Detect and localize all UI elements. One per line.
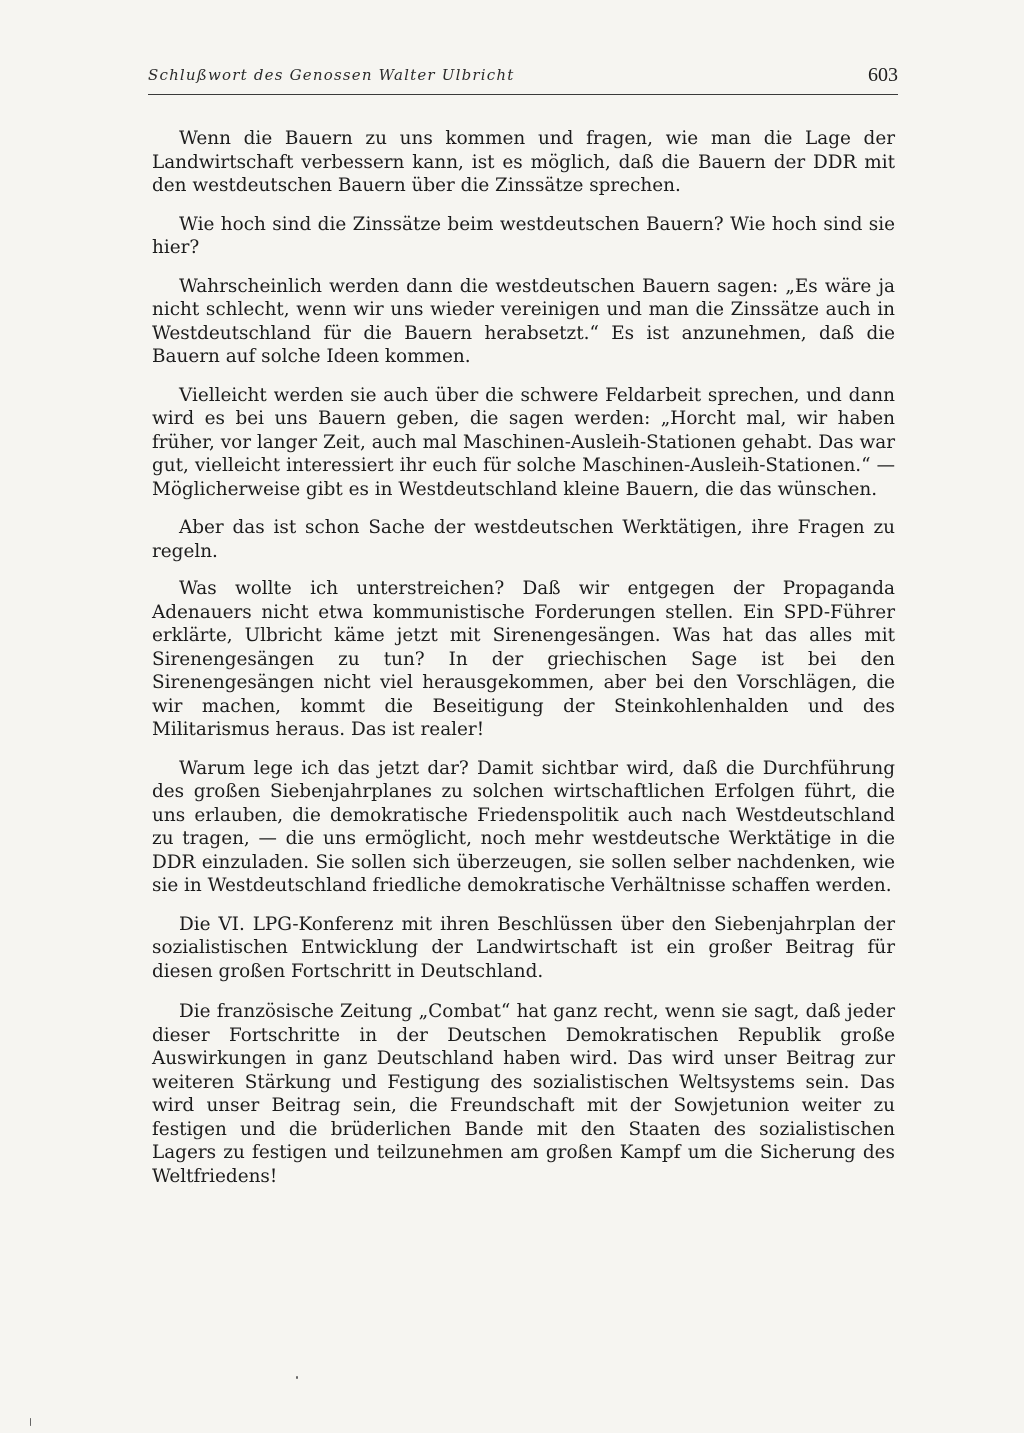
paragraph: Was wollte ich unterstreichen? Daß wir entgegen der Propaganda Adenauers nicht etwa kommunistische Forderungen stellen. Ein SPD-Führer erklärte, Ulbricht käme jetzt mit Sirenengesängen. Was hat das alles mit Sirenengesängen zu tun? In der griechischen Sage ist bei den Sirenengesängen nicht viel herausgekommen, aber bei den Vorschlägen, die wir machen, kommt die Beseitigung der Steinkohlenhalden und des Militarismus heraus. Das ist realer! — [152, 578, 895, 740]
page-number: 603 — [868, 64, 898, 86]
paragraph: Wie hoch sind die Zinssätze beim westdeutschen Bauern? Wie hoch sind sie hier? — [152, 213, 895, 258]
scan-speck — [30, 1418, 31, 1426]
paragraph: Warum lege ich das jetzt dar? Damit sichtbar wird, daß die Durchführung des großen Siebenjahrplanes zu solchen wirtschaftlichen Erfolgen führt, die uns erlauben, die demokratische Friedenspolitik auch nach Westdeutschland zu tragen, — die uns ermöglicht, noch mehr westdeutsche Werktätige in die DDR einzuladen. Sie sollen sich überzeugen, sie sollen selber nachdenken, wie sie in Westdeutschland friedliche demokratische Verhältnisse schaffen werden. — [152, 757, 895, 896]
running-head: Schlußwort des Genossen Walter Ulbricht — [148, 66, 515, 84]
paragraph: Wahrscheinlich werden dann die westdeutschen Bauern sagen: „Es wäre ja nicht schlecht, wenn wir uns wieder vereinigen und man die Zinssätze auch in Westdeutschland für die Bauern herabsetzt.“ Es ist anzunehmen, daß die Bauern auf solche Ideen kommen. — [152, 275, 895, 367]
paragraph: Aber das ist schon Sache der westdeutschen Werktätigen, ihre Fragen zu regeln. — [152, 517, 895, 562]
paragraph: Die VI. LPG-Konferenz mit ihren Beschlüssen über den Siebenjahrplan der sozialistischen Entwicklung der Landwirtschaft ist ein großer Beitrag für diesen großen Fortschritt in Deutschland. — [152, 913, 895, 982]
page-header — [148, 66, 898, 96]
body-text — [152, 127, 895, 1204]
scan-speck — [296, 1376, 298, 1379]
paragraph: Vielleicht werden sie auch über die schwere Feldarbeit sprechen, und dann wird es bei uns Bauern geben, die sagen werden: „Horcht mal, wir haben früher, vor langer Zeit, auch mal Maschinen-Ausleih-Stationen gehabt. Das war gut, vielleicht interessiert ihr euch für solche Maschinen-Ausleih-Stationen.“ — Möglicherweise gibt es in Westdeutschland kleine Bauern, die das wünschen. — [152, 384, 895, 500]
header-rule — [148, 94, 898, 95]
paragraph: Die französische Zeitung „Combat“ hat ganz recht, wenn sie sagt, daß jeder dieser Fortschritte in der Deutschen Demokratischen Republik große Auswirkungen in ganz Deutschland haben wird. Das wird unser Beitrag zur weiteren Stärkung und Festigung des sozialistischen Weltsystems sein. Das wird unser Beitrag sein, die Freundschaft mit der Sowjetunion weiter zu festigen und die brüderlichen Bande mit den Staaten des sozialistischen Lagers zu festigen und teilzunehmen am großen Kampf um die Sicherung des Weltfriedens! — [152, 1001, 895, 1187]
paragraph: Wenn die Bauern zu uns kommen und fragen, wie man die Lage der Landwirtschaft verbessern kann, ist es möglich, daß die Bauern der DDR mit den westdeutschen Bauern über die Zinssätze sprechen. — [152, 128, 895, 196]
